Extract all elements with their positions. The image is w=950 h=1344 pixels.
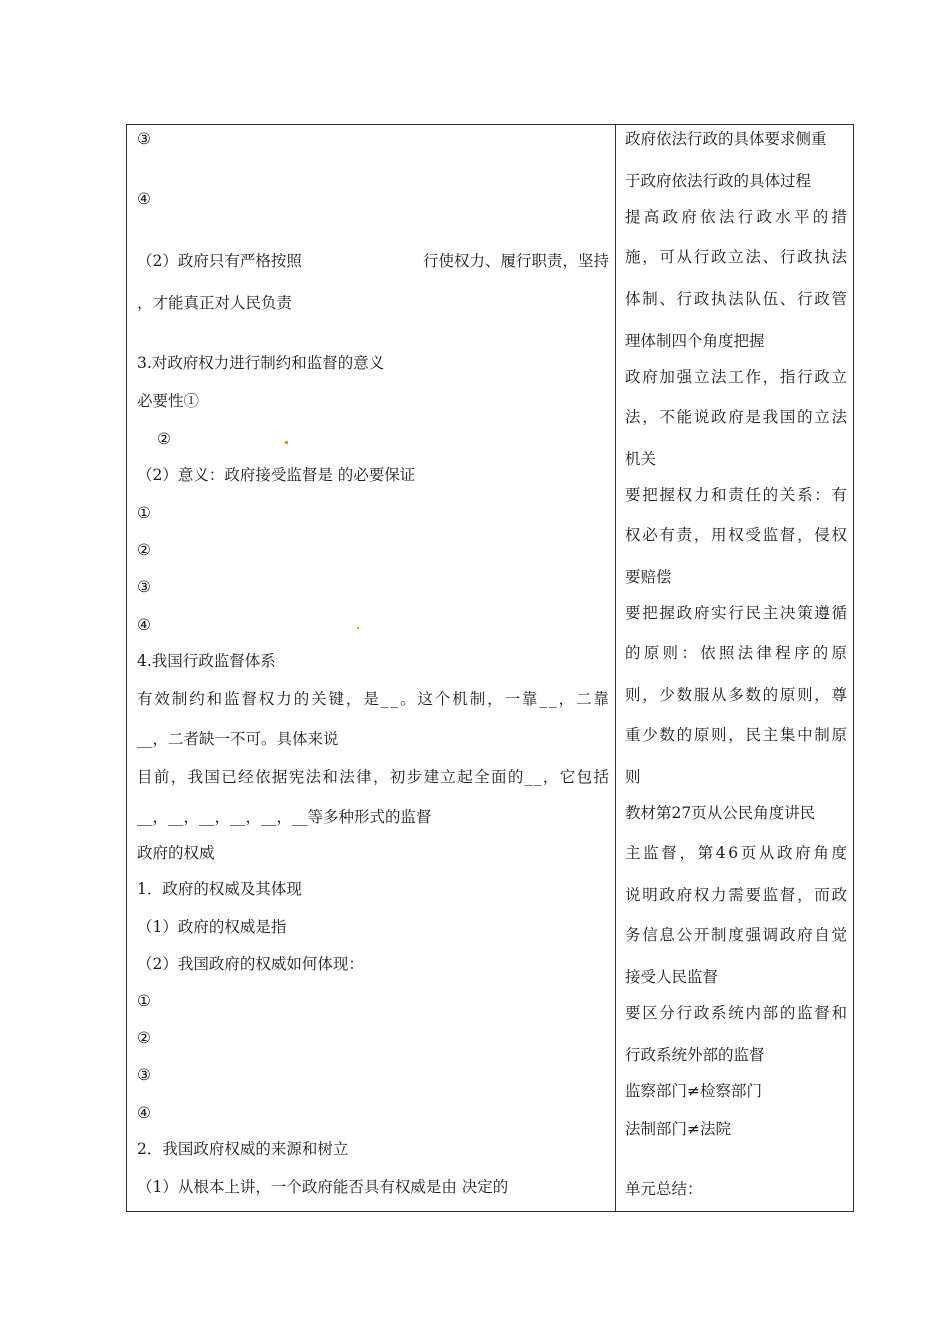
left-line: （2）我国政府的权威如何体现：	[137, 955, 364, 973]
left-line: ②	[157, 430, 171, 448]
right-line-segment: 体制、行政执法队伍、行政管	[625, 290, 849, 308]
left-line: 1．政府的权威及其体现	[137, 880, 302, 898]
right-line-segment: 法，不能说政府是我国的立法	[625, 408, 849, 426]
right-line-segment: 重少数的原则，民主集中制原	[625, 726, 849, 744]
right-line	[625, 247, 847, 267]
left-line: ，才能真正对人民负责	[137, 294, 293, 312]
left-line: 4.我国行政监督体系	[137, 652, 276, 670]
right-line-segment: 主监督，第46页从政府角度	[625, 844, 850, 862]
right-line	[625, 885, 847, 905]
right-line-segment: 务信息公开制度强调政府自觉	[625, 926, 849, 944]
left-line: 政府的权威	[137, 844, 215, 862]
right-line-segment: 施，可从行政立法、行政执法	[625, 248, 849, 266]
left-line: （2）意义：政府接受监督是 的必要保证	[137, 466, 416, 484]
left-line-segment: 目前，我国已经依据宪法和法律，初步建立起全面的__，它包括	[137, 768, 611, 786]
right-line-segment: 权必有责，用权受监督，侵权	[625, 526, 849, 544]
right-line: 教材第27页从公民角度讲民	[625, 804, 816, 822]
right-line	[625, 207, 851, 227]
right-line: 理体制四个角度把握	[625, 332, 765, 350]
column-divider	[615, 125, 616, 1211]
left-line: ④	[137, 190, 151, 208]
right-line-segment: 政府加强立法工作，指行政立	[625, 368, 849, 386]
left-line-segment: （2）政府只有严格按照	[137, 252, 302, 270]
right-line	[625, 643, 851, 663]
decorative-dot	[357, 627, 359, 629]
notes-table	[126, 124, 854, 1212]
left-line: 3.对政府权力进行制约和监督的意义	[137, 354, 385, 372]
left-line: __，二者缺一不可。具体来说	[137, 730, 339, 748]
left-line-segment: 有效制约和监督权力的关键，是__。这个机制，一靠__，二靠	[137, 690, 611, 708]
right-line	[625, 407, 847, 427]
left-line: （1）从根本上讲，一个政府能否具有权威是由 决定的	[137, 1178, 509, 1196]
right-line: 接受人民监督	[625, 968, 719, 986]
left-line: ③	[137, 1066, 151, 1084]
left-line: 2．我国政府权威的来源和树立	[137, 1140, 349, 1158]
left-line	[137, 767, 609, 787]
right-line-segment: 则，少数服从多数的原则，尊	[625, 686, 849, 704]
left-line: ②	[137, 541, 151, 559]
right-line: 单元总结：	[625, 1180, 703, 1198]
left-line: （1）政府的权威是指	[137, 918, 287, 936]
right-line: 要赔偿	[625, 568, 672, 586]
right-line: 监察部门≠检察部门	[625, 1082, 762, 1100]
right-line-segment: 提高政府依法行政水平的措	[625, 208, 851, 226]
right-line: 行政系统外部的监督	[625, 1046, 765, 1064]
right-line: 机关	[625, 450, 657, 468]
right-line: 于政府依法行政的具体过程	[625, 172, 812, 190]
left-line: ③	[137, 130, 151, 148]
right-line: 法制部门≠法院	[625, 1120, 731, 1138]
right-line	[625, 843, 850, 863]
right-line	[625, 725, 847, 745]
left-line: ②	[137, 1029, 151, 1047]
right-line-segment: 的原则：依照法律程序的原	[625, 644, 851, 662]
right-line: 则	[625, 768, 641, 786]
right-line	[625, 525, 847, 545]
right-line	[625, 925, 847, 945]
right-line	[625, 367, 847, 387]
left-line: 必要性①	[137, 392, 200, 410]
right-line	[625, 1003, 847, 1023]
right-line-segment: 要把握政府实行民主决策遵循	[625, 604, 849, 622]
left-line: ④	[137, 616, 151, 634]
left-line: ①	[137, 504, 151, 522]
left-line: ①	[137, 992, 151, 1010]
right-line	[625, 603, 847, 623]
decorative-dot	[285, 441, 288, 444]
left-line	[137, 689, 609, 709]
left-line: ③	[137, 578, 151, 596]
right-line-segment: 要把握权力和责任的关系：有	[625, 486, 849, 504]
right-line	[625, 289, 847, 309]
left-line: __，__，__，__，__，__等多种形式的监督	[137, 808, 432, 826]
left-line	[137, 251, 609, 271]
left-line-segment: 行使权力、履行职责，坚持	[422, 252, 609, 270]
right-line-segment: 说明政府权力需要监督，而政	[625, 886, 849, 904]
left-line: ④	[137, 1104, 151, 1122]
right-line	[625, 685, 847, 705]
right-line-segment: 要区分行政系统内部的监督和	[625, 1004, 849, 1022]
right-line	[625, 485, 847, 505]
right-line: 政府依法行政的具体要求侧重	[625, 130, 827, 148]
